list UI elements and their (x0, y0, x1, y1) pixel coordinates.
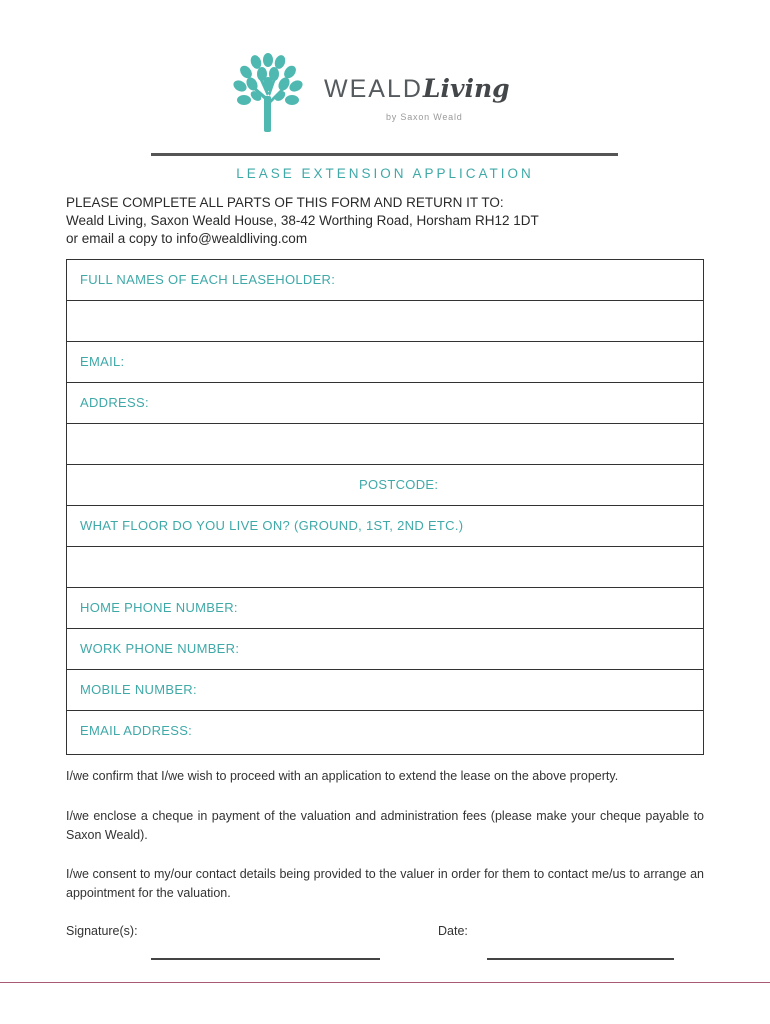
field-email[interactable] (67, 342, 703, 383)
field-floor[interactable] (67, 506, 703, 547)
field-floor-continued[interactable] (67, 547, 703, 588)
signature-label: Signature(s): (66, 924, 138, 938)
field-full-names-continued[interactable] (67, 301, 703, 342)
declaration-proceed: I/we confirm that I/we wish to proceed with an application to extend the lease on the above property. (66, 769, 619, 783)
field-label: WORK PHONE NUMBER: (80, 641, 240, 656)
brand-primary: WEALD (324, 75, 423, 103)
field-label: HOME PHONE NUMBER: (80, 600, 238, 615)
brand-tagline: by Saxon Weald (386, 112, 463, 122)
field-home-phone[interactable] (67, 588, 703, 629)
field-postcode[interactable] (67, 465, 703, 506)
intro-line-instruction: PLEASE COMPLETE ALL PARTS OF THIS FORM AND RETURN IT TO: (66, 195, 504, 210)
tree-icon (232, 52, 304, 134)
header-rule (151, 153, 618, 156)
field-label: MOBILE NUMBER: (80, 682, 197, 697)
field-full-names[interactable] (67, 260, 703, 301)
date-label: Date: (438, 924, 468, 938)
field-label: EMAIL: (80, 354, 125, 369)
date-line[interactable] (487, 958, 674, 960)
signature-line[interactable] (151, 958, 380, 960)
intro-block (66, 194, 539, 248)
weald-living-logo (232, 52, 542, 136)
declaration-consent: I/we consent to my/our contact details being provided to the valuer in order for them to contact me/us to arrange an appointment for the valuation. (66, 867, 704, 900)
brand-name (324, 74, 510, 104)
field-label: FULL NAMES OF EACH LEASEHOLDER: (80, 272, 336, 287)
field-label: ADDRESS: (80, 395, 149, 410)
application-form-table (66, 259, 704, 755)
field-address-continued[interactable] (67, 424, 703, 465)
field-mobile[interactable] (67, 670, 703, 711)
field-address[interactable] (67, 383, 703, 424)
field-label: WHAT FLOOR DO YOU LIVE ON? (GROUND, 1ST, 2ND ETC.) (80, 518, 464, 533)
field-email-address[interactable] (67, 711, 703, 754)
document-title: LEASE EXTENSION APPLICATION (236, 166, 534, 181)
declaration-cheque: I/we enclose a cheque in payment of the valuation and administration fees (please make your cheque payable to Saxon Weald). (66, 809, 704, 842)
footer-rule (0, 982, 770, 983)
intro-line-email: or email a copy to info@wealdliving.com (66, 231, 308, 246)
field-label: EMAIL ADDRESS: (80, 723, 193, 738)
brand-script: Living (422, 74, 510, 103)
field-work-phone[interactable] (67, 629, 703, 670)
field-label: POSTCODE: (359, 477, 439, 492)
intro-line-address: Weald Living, Saxon Weald House, 38-42 Worthing Road, Horsham RH12 1DT (66, 213, 539, 228)
